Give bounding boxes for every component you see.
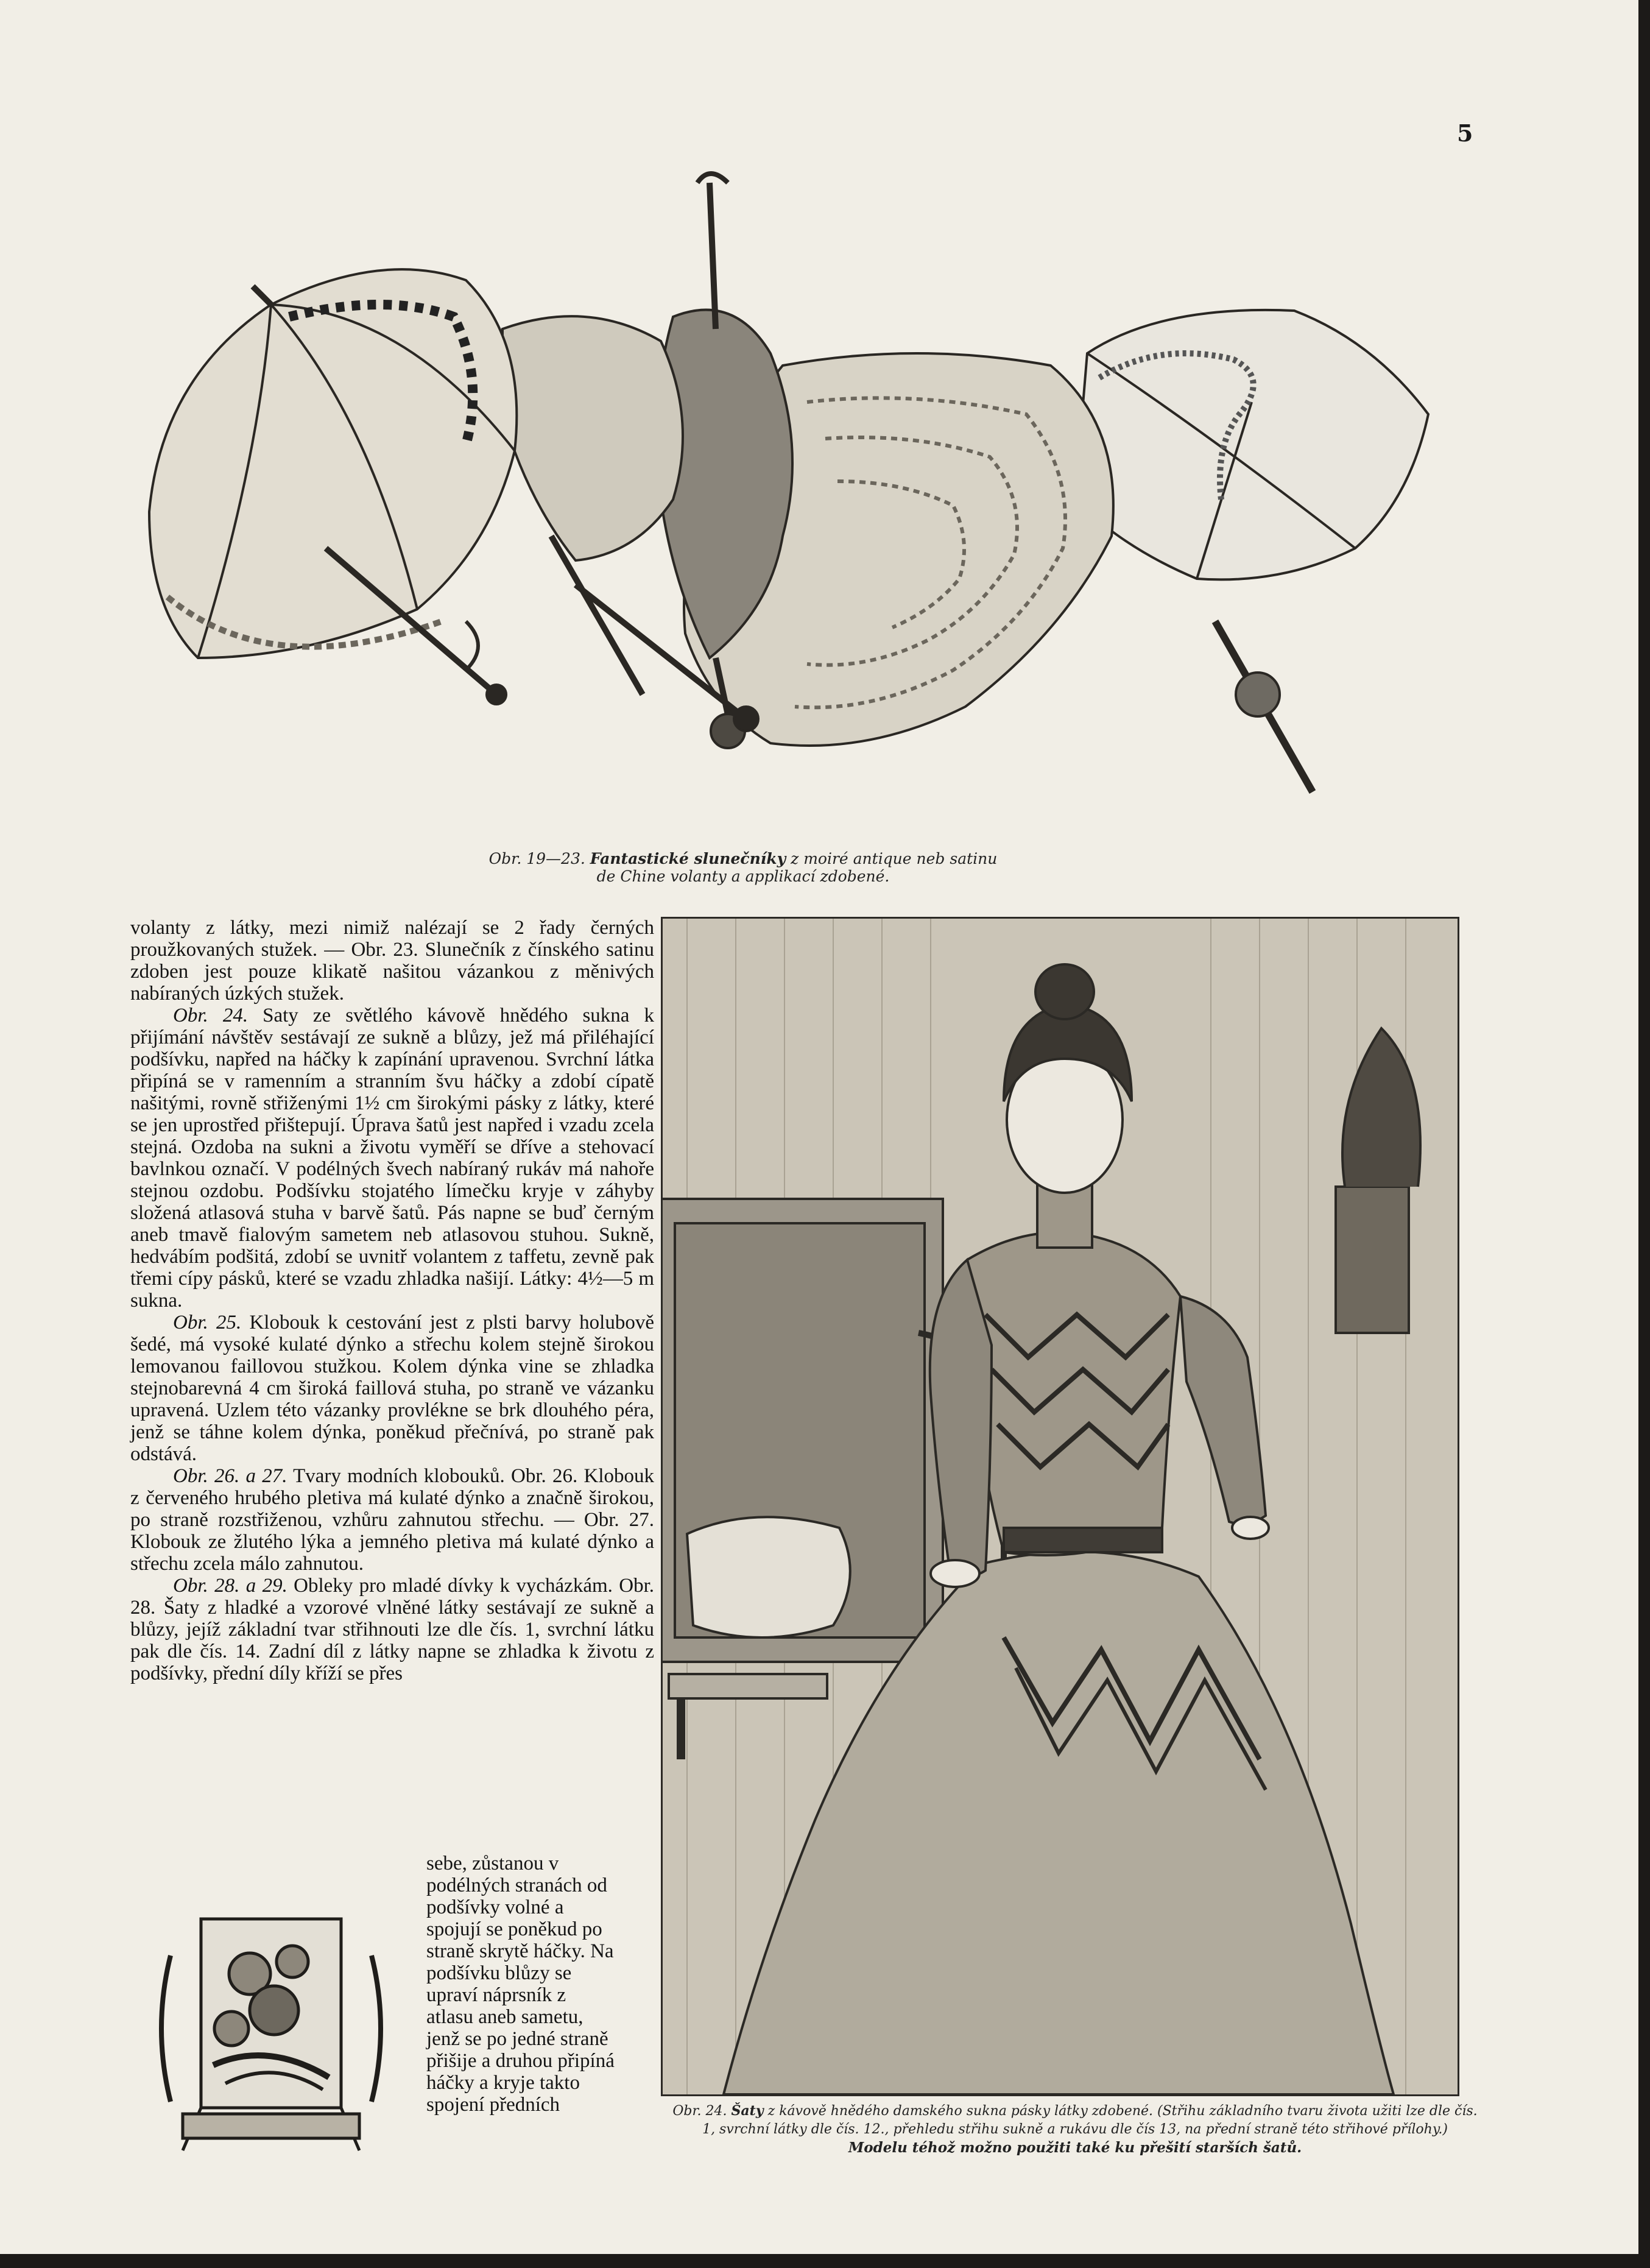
paragraph-2-text: Saty ze světlého kávově hnědého sukna k přijímání návštěv sestávají ze sukně a blůzy, jež má přiléhající podšívku, napřed na háčky k zapínání upravenou. Svrchní látka připíná se v ramenním a stranním švu háčky a zdobí cípatě našitými, rovně střiženými 1½ cm širokými pásky z látky, které se jen uprostřed přištepují. Úprava šatů jest napřed i vzadu zcela stejná. Ozdoba na sukni a životu vyměří se dříve a stehovací bavlnkou označí. V podélných švech nabíraný rukáv má nahoře stejnou ozdobu. Podšívku stojatého límečku kryje v záhyby složená atlasová stuha v barvě šatů. Pás napne se buď černým aneb tmavě fialovým sametem neb atlasovou stuhou. Sukně, hedvábím podšitá, zdobí se uvnitř volantem z taffetu, zevně pak třemi cípy pásků, které se vzadu zhladka našijí. Látky: 4½—5 m sukna. (130, 1005, 654, 1312)
dress-caption (670, 2102, 1480, 2157)
parasols-caption (481, 850, 1005, 885)
page-number: 5 (1457, 119, 1473, 147)
dress-caption-title: Šaty (731, 2103, 764, 2119)
parasols-caption-title: Fantastické slunečníky (590, 850, 786, 867)
parasols-caption-label: Obr. 19—23. (488, 850, 585, 867)
parasols-caption-text: z moiré antique neb satinu de Chine volanty a applikací zdobené. (596, 850, 998, 885)
paragraph-5-label: Obr. 28. a 29. (173, 1575, 287, 1597)
paragraph-4-text: Tvary modních klobouků. Obr. 26. Klobouk z červeného hrubého pletiva má kulaté dýnko a značně širokou, po straně rozstřiženou, vzhůru zahnutou střechu. — Obr. 27. Klobouk ze žlutého lýka a jemného pletiva má kulaté dýnko a střechu zcela málo zahnutou. (130, 1465, 654, 1575)
paragraph-5-continued: sebe, zůstanou v podélných stranách od podšívky volné a spojují se poněkud po straně skrytě háčky. Na podšívku blůzy se upraví náprsník z atlasu aneb sametu, jenž se po jedné straně přišije a druhou připíná háčky a kryje takto spojení předních (426, 1853, 615, 2116)
paragraph-5-text: Obleky pro mladé dívky k vycházkám. Obr. 28. Šaty z hladké a vzorové vlněné látky sestávají ze sukně a blůzy, jejíž základní tvar střihnouti lze dle čís. 1, svrchní látku pak dle čís. 14. Zadní díl z látky napne se zhladka k životu z podšívky, přední díly kříží se přes (130, 1575, 654, 1684)
article-text-continued (426, 1853, 615, 2116)
parasols-illustration (125, 158, 1453, 828)
paragraph-3-label: Obr. 25. (173, 1312, 242, 1334)
paragraph-1: volanty z látky, mezi nimiž nalézají se 2 řady černých proužkovaných stužek. — Obr. 23. Slunečník z čínského satinu zdoben jest pouze klikatě našitou vázankou z měnivých nabíraných úzkých stužek. (130, 917, 654, 1005)
dress-caption-note: Modelu téhož možno použiti také ku přešití starších šatů. (848, 2139, 1302, 2156)
plain-parasol (1075, 310, 1428, 580)
paragraph-3 (130, 1312, 654, 1465)
paragraph-5 (130, 1575, 654, 1684)
ruffled-parasol-small (502, 316, 683, 560)
dress-caption-main (670, 2102, 1480, 2139)
paragraph-2-label: Obr. 24. (173, 1005, 249, 1026)
paragraph-4-label: Obr. 26. a 27. (173, 1465, 287, 1487)
article-text (130, 917, 654, 1684)
dress-caption-text: z kávově hnědého damského sukna pásky látky zdobené. (Střihu základního tvaru života užiti lze dle čís. 1, svrchní látky dle čís. 12., přehledu střihu sukně a rukávu dle čís 13, na přední straně této střihové přílohy.) (702, 2104, 1478, 2137)
vignette-ornament (146, 1907, 402, 2163)
paragraph-2 (130, 1005, 654, 1312)
paragraph-3-text: Klobouk k cestování jest z plsti barvy holubově šedé, má vysoké kulaté dýnko a střechu kolem stejně širokou lemovanou faillovou stužkou. Kolem dýnka vine se zhladka stejnobarevná 4 cm široká faillová stuha, po straně ve vázanku upravená. Uzlem této vázanky provlékne se brk dlouhého péra, jenž se táhne kolem dýnka, poněkud přečnívá, po straně pak odstává. (130, 1312, 654, 1465)
paragraph-4 (130, 1465, 654, 1575)
dress-illustration (661, 917, 1459, 2096)
dress-caption-label: Obr. 24. (672, 2104, 727, 2119)
